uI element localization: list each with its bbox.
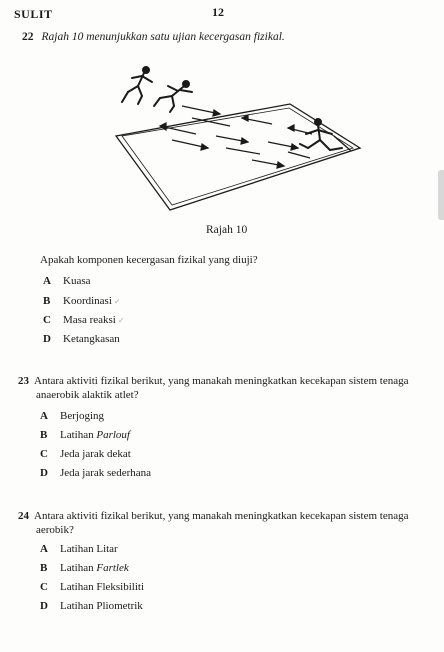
option-letter: D xyxy=(43,333,51,345)
option-text: Latihan Litar xyxy=(60,543,118,555)
rajah-10-illustration xyxy=(112,64,362,214)
option-a[interactable] xyxy=(43,275,91,287)
option-text: Koordinasi xyxy=(63,295,112,307)
option-b[interactable] xyxy=(40,429,130,441)
option-d[interactable] xyxy=(40,467,151,479)
option-text: Masa reaksi xyxy=(63,314,116,326)
arrow-head xyxy=(288,125,294,131)
option-text: Jeda jarak dekat xyxy=(60,448,131,460)
option-text: Jeda jarak sederhana xyxy=(60,467,152,479)
question-22-stem xyxy=(22,31,285,43)
option-c[interactable] xyxy=(40,581,144,593)
question-text-line2: anaerobik alaktik atlet? xyxy=(36,389,139,401)
option-b[interactable] xyxy=(43,295,121,307)
option-letter: C xyxy=(43,314,51,326)
question-number: 24 xyxy=(18,510,29,522)
figure-caption: Rajah 10 xyxy=(206,224,248,236)
option-c[interactable] xyxy=(40,448,131,460)
page-number: 12 xyxy=(212,5,224,19)
option-d[interactable] xyxy=(43,333,120,345)
option-text: Latihan Pliometrik xyxy=(60,600,143,612)
question-24-stem xyxy=(18,509,438,537)
option-letter: C xyxy=(40,581,48,593)
question-number: 23 xyxy=(18,375,29,387)
option-letter: C xyxy=(40,448,48,460)
question-text-line1: Antara aktiviti fizikal berikut, yang manakah meningkatkan kecekapan sistem tenaga xyxy=(34,510,409,522)
option-c[interactable] xyxy=(43,314,125,326)
option-letter: A xyxy=(40,410,48,422)
question-text: Rajah 10 menunjukkan satu ujian kecergasan fizikal. xyxy=(41,31,285,43)
option-text-italic: Parlouf xyxy=(96,429,130,441)
arrow-head xyxy=(277,162,284,168)
question-22-prompt: Apakah komponen kecergasan fizikal yang diuji? xyxy=(40,254,258,266)
option-text: Latihan xyxy=(60,562,97,574)
question-text-line2: aerobik? xyxy=(36,524,74,536)
option-letter: D xyxy=(40,467,48,479)
arrow-head xyxy=(241,138,248,144)
arrow-head xyxy=(201,144,208,150)
option-text-italic: Fartlek xyxy=(96,562,129,574)
header-sulit: SULIT xyxy=(14,7,53,21)
option-a[interactable] xyxy=(40,410,104,422)
arrow-head xyxy=(291,144,298,150)
pencil-tick-mark-icon: ✓ xyxy=(117,316,125,325)
page-edge-shadow xyxy=(438,170,444,220)
option-letter: D xyxy=(40,600,48,612)
option-letter: A xyxy=(43,275,51,287)
option-text: Berjoging xyxy=(60,410,104,422)
runner-figure-1 xyxy=(122,67,152,104)
option-letter: B xyxy=(40,429,48,441)
pencil-tick-mark-icon: ✓ xyxy=(113,297,121,306)
arrow-line xyxy=(226,148,260,154)
option-letter: B xyxy=(43,295,51,307)
arrow-line xyxy=(288,152,310,158)
question-23-stem xyxy=(18,374,438,402)
option-b[interactable] xyxy=(40,562,129,574)
option-text: Latihan xyxy=(60,429,97,441)
option-text: Kuasa xyxy=(63,275,91,287)
option-text: Ketangkasan xyxy=(63,333,120,345)
question-number: 22 xyxy=(22,31,34,43)
option-letter: B xyxy=(40,562,48,574)
runner-figure-3 xyxy=(300,119,350,150)
option-d[interactable] xyxy=(40,600,143,612)
question-text-line1: Antara aktiviti fizikal berikut, yang manakah meningkatkan kecekapan sistem tenaga xyxy=(34,375,409,387)
option-a[interactable] xyxy=(40,543,118,555)
option-letter: A xyxy=(40,543,48,555)
arrow-head xyxy=(213,110,220,116)
option-text: Latihan Fleksibiliti xyxy=(60,581,145,593)
